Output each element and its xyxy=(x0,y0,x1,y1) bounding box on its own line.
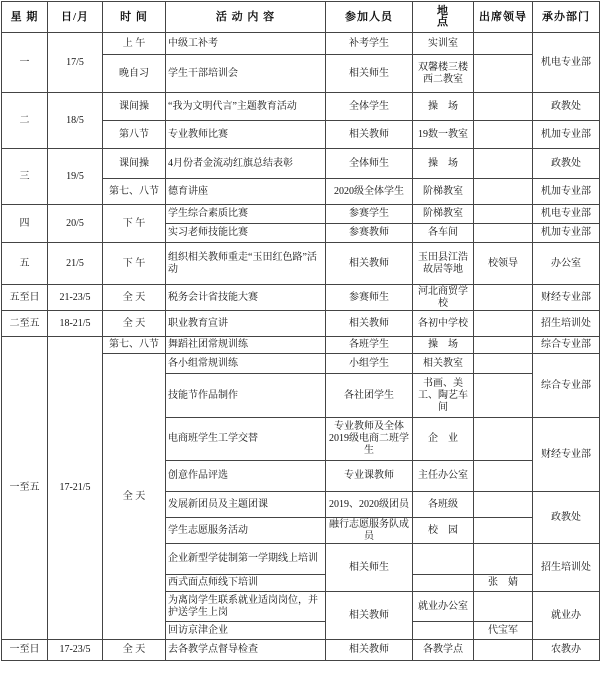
table-row xyxy=(2,285,600,311)
activity-cell: 各小组常规训练 xyxy=(166,354,326,374)
activity-cell: 为离岗学生联系就业适岗岗位，并护送学生上岗 xyxy=(166,592,326,622)
participants-cell: 相关教师 xyxy=(326,311,413,337)
location-cell: 实训室 xyxy=(413,33,474,55)
dept-cell: 综合专业部 xyxy=(533,354,600,418)
date-cell: 17/5 xyxy=(48,33,103,93)
dept-cell: 就业办 xyxy=(533,592,600,640)
time-cell: 全 天 xyxy=(103,354,166,640)
activity-cell: 西式面点师线下培训 xyxy=(166,575,326,592)
participants-cell: 相关教师 xyxy=(326,121,413,149)
date-cell: 18/5 xyxy=(48,93,103,149)
date-cell: 19/5 xyxy=(48,149,103,205)
activity-cell: 舞蹈社团常规训练 xyxy=(166,337,326,354)
location-cell: 各初中学校 xyxy=(413,311,474,337)
time-cell: 全 天 xyxy=(103,285,166,311)
dept-cell: 招生培训处 xyxy=(533,311,600,337)
table-row xyxy=(2,33,600,55)
leader-cell xyxy=(474,149,533,179)
activity-cell: 组织相关教师重走“玉田红色路”活动 xyxy=(166,243,326,285)
activity-cell: 德育讲座 xyxy=(166,179,326,205)
location-cell: 操 场 xyxy=(413,149,474,179)
time-cell: 全 天 xyxy=(103,640,166,661)
location-cell: 就业办公室 xyxy=(413,592,474,622)
date-cell: 21-23/5 xyxy=(48,285,103,311)
time-cell: 下 午 xyxy=(103,205,166,243)
location-cell xyxy=(413,544,474,575)
table-row xyxy=(2,337,600,354)
header-weekday: 星 期 xyxy=(2,2,48,33)
weekday-cell: 一至日 xyxy=(2,640,48,661)
table-row xyxy=(2,243,600,285)
location-cell: 各班级 xyxy=(413,492,474,518)
location-cell: 操 场 xyxy=(413,93,474,121)
activity-cell: 税务会计省技能大赛 xyxy=(166,285,326,311)
leader-cell xyxy=(474,374,533,418)
location-cell: 相关教室 xyxy=(413,354,474,374)
location-cell xyxy=(413,622,474,640)
table-row xyxy=(2,311,600,337)
leader-cell xyxy=(474,179,533,205)
participants-cell: 专业教师及全体2019级电商二班学生 xyxy=(326,418,413,461)
leader-cell xyxy=(474,121,533,149)
participants-cell: 全体学生 xyxy=(326,93,413,121)
activity-cell: 回访京津企业 xyxy=(166,622,326,640)
dept-cell: 政教处 xyxy=(533,93,600,121)
dept-cell: 农教办 xyxy=(533,640,600,661)
activity-cell: 中级工补考 xyxy=(166,33,326,55)
location-cell: 操 场 xyxy=(413,337,474,354)
leader-cell: 校领导 xyxy=(474,243,533,285)
participants-cell: 专业课教师 xyxy=(326,461,413,492)
time-cell: 下 午 xyxy=(103,243,166,285)
location-cell: 各车间 xyxy=(413,224,474,243)
time-cell: 第七、八节 xyxy=(103,337,166,354)
location-cell: 玉田县江浩故居等地 xyxy=(413,243,474,285)
leader-cell xyxy=(474,285,533,311)
table-row xyxy=(2,205,600,224)
date-cell: 17-23/5 xyxy=(48,640,103,661)
weekday-cell: 四 xyxy=(2,205,48,243)
date-cell: 18-21/5 xyxy=(48,311,103,337)
dept-cell: 机加专业部 xyxy=(533,224,600,243)
table-row xyxy=(2,149,600,179)
participants-cell: 参赛学生 xyxy=(326,205,413,224)
participants-cell: 小组学生 xyxy=(326,354,413,374)
header-location: 地 点 xyxy=(413,2,474,33)
time-cell: 课间操 xyxy=(103,93,166,121)
participants-cell: 参赛师生 xyxy=(326,285,413,311)
location-cell: 主任办公室 xyxy=(413,461,474,492)
participants-cell: 各社团学生 xyxy=(326,374,413,418)
date-cell: 21/5 xyxy=(48,243,103,285)
location-cell: 阶梯教室 xyxy=(413,205,474,224)
location-cell xyxy=(413,575,474,592)
participants-cell: 各班学生 xyxy=(326,337,413,354)
participants-cell: 全体师生 xyxy=(326,149,413,179)
time-cell: 全 天 xyxy=(103,311,166,337)
time-cell: 上 午 xyxy=(103,33,166,55)
dept-cell: 财经专业部 xyxy=(533,285,600,311)
header-participants: 参加人员 xyxy=(326,2,413,33)
table-row xyxy=(2,93,600,121)
activity-cell: 技能节作品制作 xyxy=(166,374,326,418)
weekday-cell: 五至日 xyxy=(2,285,48,311)
weekday-cell: 三 xyxy=(2,149,48,205)
dept-cell: 机加专业部 xyxy=(533,179,600,205)
activity-cell: 4月份者金流动红旗总结表彰 xyxy=(166,149,326,179)
date-cell: 20/5 xyxy=(48,205,103,243)
participants-cell: 2020级全体学生 xyxy=(326,179,413,205)
activity-cell: 企业新型学徒制第一学期线上培训 xyxy=(166,544,326,575)
leader-cell xyxy=(474,544,533,575)
leader-cell xyxy=(474,311,533,337)
time-cell: 第七、八节 xyxy=(103,179,166,205)
leader-cell xyxy=(474,205,533,224)
leader-cell xyxy=(474,461,533,492)
activity-cell: 发展新团员及主题团课 xyxy=(166,492,326,518)
leader-cell xyxy=(474,354,533,374)
leader-cell xyxy=(474,93,533,121)
time-cell: 课间操 xyxy=(103,149,166,179)
participants-cell: 相关教师 xyxy=(326,640,413,661)
location-cell: 19数一教室 xyxy=(413,121,474,149)
activity-cell: 专业教师比赛 xyxy=(166,121,326,149)
leader-cell xyxy=(474,492,533,518)
participants-cell: 融行志愿服务队成员 xyxy=(326,518,413,544)
leader-cell xyxy=(474,418,533,461)
leader-cell xyxy=(474,55,533,93)
activity-cell: 学生综合素质比赛 xyxy=(166,205,326,224)
activity-cell: 职业教育宣讲 xyxy=(166,311,326,337)
time-cell: 第八节 xyxy=(103,121,166,149)
participants-cell: 相关师生 xyxy=(326,55,413,93)
participants-cell: 相关师生 xyxy=(326,544,413,592)
location-cell: 阶梯教室 xyxy=(413,179,474,205)
leader-cell xyxy=(474,224,533,243)
activity-cell: 学生干部培训会 xyxy=(166,55,326,93)
location-cell: 河北商贸学校 xyxy=(413,285,474,311)
leader-cell: 张 婧 xyxy=(474,575,533,592)
dept-cell: 机电专业部 xyxy=(533,33,600,93)
participants-cell: 相关教师 xyxy=(326,592,413,640)
leader-cell xyxy=(474,640,533,661)
location-cell: 校 园 xyxy=(413,518,474,544)
participants-cell: 2019、2020级团员 xyxy=(326,492,413,518)
header-leader: 出席领导 xyxy=(474,2,533,33)
weekly-schedule-table xyxy=(1,1,600,661)
activity-cell: 去各教学点督导检查 xyxy=(166,640,326,661)
activity-cell: 实习老师技能比赛 xyxy=(166,224,326,243)
header-row xyxy=(2,2,600,33)
location-cell: 双馨楼三楼西二教室 xyxy=(413,55,474,93)
participants-cell: 参赛教师 xyxy=(326,224,413,243)
dept-cell: 综合专业部 xyxy=(533,337,600,354)
location-cell: 企 业 xyxy=(413,418,474,461)
leader-cell xyxy=(474,592,533,622)
dept-cell: 财经专业部 xyxy=(533,418,600,492)
weekday-cell: 一 xyxy=(2,33,48,93)
weekday-cell: 五 xyxy=(2,243,48,285)
activity-cell: 学生志愿服务活动 xyxy=(166,518,326,544)
dept-cell: 机加专业部 xyxy=(533,121,600,149)
leader-cell: 代宝军 xyxy=(474,622,533,640)
header-activity: 活 动 内 容 xyxy=(166,2,326,33)
dept-cell: 政教处 xyxy=(533,492,600,544)
dept-cell: 办公室 xyxy=(533,243,600,285)
dept-cell: 机电专业部 xyxy=(533,205,600,224)
header-dept: 承办部门 xyxy=(533,2,600,33)
dept-cell: 招生培训处 xyxy=(533,544,600,592)
leader-cell xyxy=(474,337,533,354)
weekday-cell: 一至五 xyxy=(2,337,48,640)
header-date: 日/月 xyxy=(48,2,103,33)
participants-cell: 相关教师 xyxy=(326,243,413,285)
time-cell: 晚自习 xyxy=(103,55,166,93)
location-cell: 书画、美工、陶艺车间 xyxy=(413,374,474,418)
dept-cell: 政教处 xyxy=(533,149,600,179)
table-row xyxy=(2,640,600,661)
participants-cell: 补考学生 xyxy=(326,33,413,55)
date-cell: 17-21/5 xyxy=(48,337,103,640)
weekday-cell: 二 xyxy=(2,93,48,149)
location-cell: 各教学点 xyxy=(413,640,474,661)
activity-cell: 创意作品评选 xyxy=(166,461,326,492)
leader-cell xyxy=(474,33,533,55)
leader-cell xyxy=(474,518,533,544)
weekday-cell: 二至五 xyxy=(2,311,48,337)
header-time: 时 间 xyxy=(103,2,166,33)
activity-cell: “我为文明代言”主题教育活动 xyxy=(166,93,326,121)
activity-cell: 电商班学生工学交替 xyxy=(166,418,326,461)
